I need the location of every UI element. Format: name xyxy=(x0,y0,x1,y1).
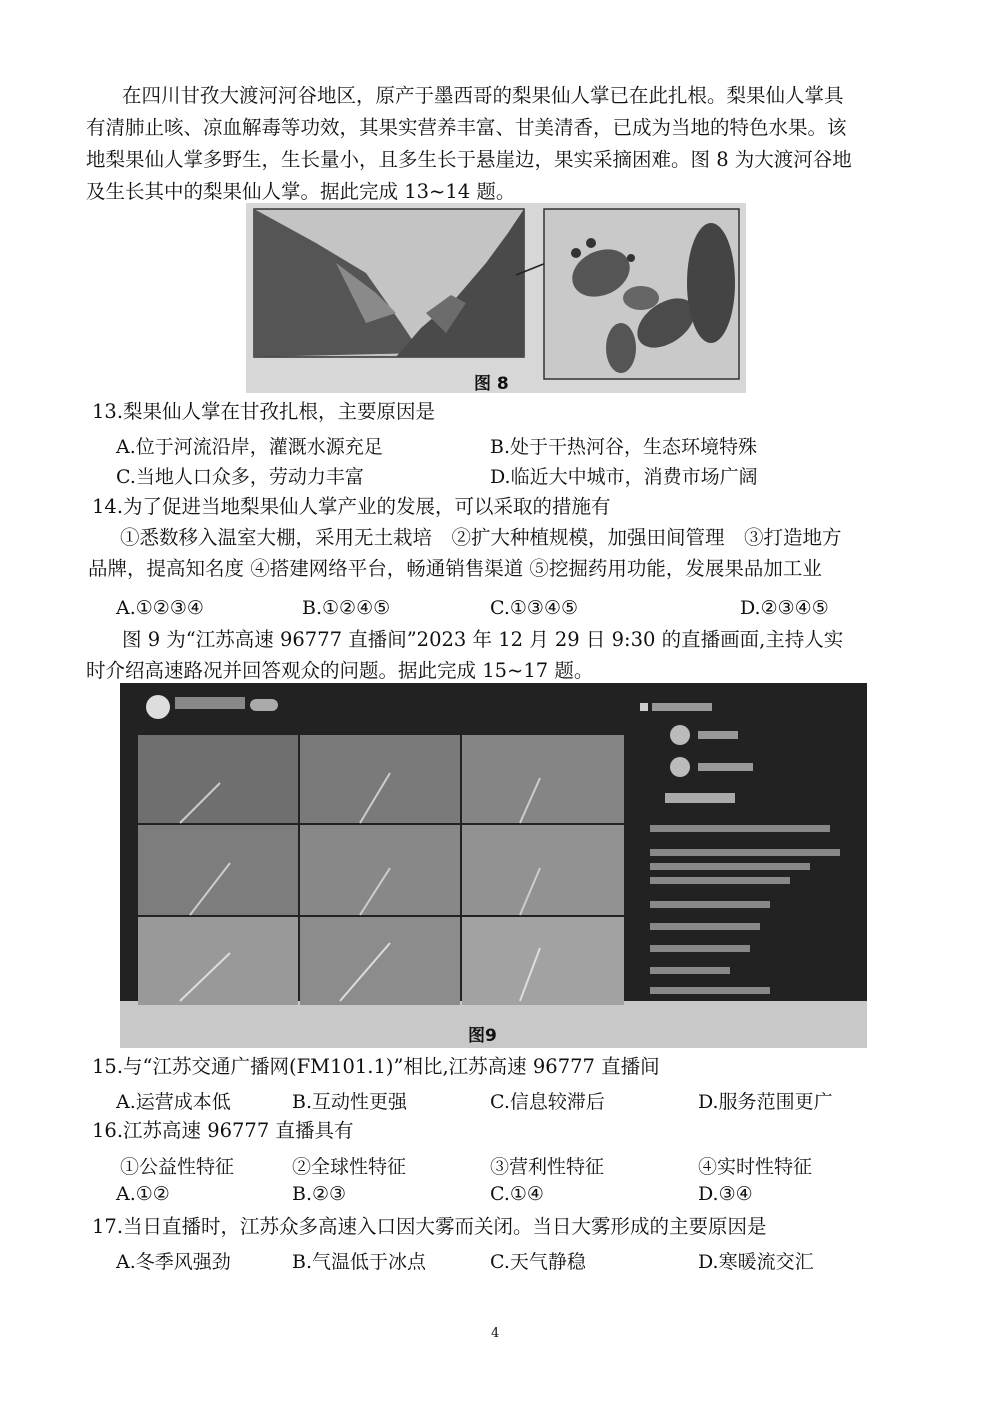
intro1-line2: 有清肺止咳、凉血解毒等功效，其果实营养丰富、甘美清香，已成为当地的特色水果。该 xyxy=(86,116,847,139)
q14-option-b: B.①②④⑤ xyxy=(302,597,391,619)
q16-option-a: A.①② xyxy=(116,1183,170,1205)
q13-option-b: B.处于干热河谷，生态环境特殊 xyxy=(490,436,758,458)
q16-stem: 16.江苏高速 96777 直播具有 xyxy=(92,1119,354,1142)
q14-option-d: D.②③④⑤ xyxy=(740,597,829,619)
q16-item-1: ①公益性特征 xyxy=(120,1156,235,1178)
q13-option-a: A.位于河流沿岸，灌溉水源充足 xyxy=(116,436,383,458)
q14-option-c: C.①③④⑤ xyxy=(490,597,579,619)
intro1-line4: 及生长其中的梨果仙人掌。据此完成 13~14 题。 xyxy=(86,180,516,203)
q17-option-d: D.寒暖流交汇 xyxy=(698,1251,814,1273)
figure-8-photos xyxy=(246,203,746,393)
figure-8 xyxy=(246,203,746,393)
figure-9-caption: 图9 xyxy=(468,1026,497,1046)
figure-8-caption: 图 8 xyxy=(474,374,509,394)
figure-9 xyxy=(120,683,867,1048)
q13-stem: 13.梨果仙人掌在甘孜扎根，主要原因是 xyxy=(92,400,436,423)
q15-option-d: D.服务范围更广 xyxy=(698,1091,833,1113)
q17-stem: 17.当日直播时，江苏众多高速入口因大雾而关闭。当日大雾形成的主要原因是 xyxy=(92,1215,767,1238)
q16-item-3: ③营利性特征 xyxy=(490,1156,605,1178)
q17-option-c: C.天气静稳 xyxy=(490,1251,586,1273)
intro2-line2: 时介绍高速路况并回答观众的问题。据此完成 15~17 题。 xyxy=(86,659,594,682)
q14-option-a: A.①②③④ xyxy=(116,597,204,619)
q13-option-d: D.临近大中城市，消费市场广阔 xyxy=(490,466,758,488)
q16-option-d: D.③④ xyxy=(698,1183,753,1205)
q14-stem: 14.为了促进当地梨果仙人掌产业的发展，可以采取的措施有 xyxy=(92,495,611,518)
q17-option-b: B.气温低于冰点 xyxy=(292,1251,427,1273)
q17-option-a: A.冬季风强劲 xyxy=(116,1251,231,1273)
q15-option-c: C.信息较滞后 xyxy=(490,1091,605,1113)
page-number: 4 xyxy=(491,1326,500,1341)
intro1-line1: 在四川甘孜大渡河河谷地区，原产于墨西哥的梨果仙人掌已在此扎根。梨果仙人掌具 xyxy=(122,84,844,107)
intro2-line1: 图 9 为“江苏高速 96777 直播间”2023 年 12 月 29 日 9:30 的直播画面,主持人实 xyxy=(122,628,844,651)
q16-option-b: B.②③ xyxy=(292,1183,347,1205)
q16-item-4: ④实时性特征 xyxy=(698,1156,813,1178)
q14-items-line2: 品牌，提高知名度 ④搭建网络平台，畅通销售渠道 ⑤挖掘药用功能，发展果品加工业 xyxy=(88,557,822,580)
q16-option-c: C.①④ xyxy=(490,1183,544,1205)
q16-item-2: ②全球性特征 xyxy=(292,1156,407,1178)
q14-items-line1: ①悉数移入温室大棚，采用无土栽培 ②扩大种植规模，加强田间管理 ③打造地方 xyxy=(120,526,842,549)
intro1-line3: 地梨果仙人掌多野生，生长量小，且多生长于悬崖边，果实采摘困难。图 8 为大渡河谷地 xyxy=(86,148,852,171)
q15-stem: 15.与“江苏交通广播网(FM101.1)”相比,江苏高速 96777 直播间 xyxy=(92,1055,660,1078)
q15-option-a: A.运营成本低 xyxy=(116,1091,231,1113)
q13-option-c: C.当地人口众多，劳动力丰富 xyxy=(116,466,364,488)
q15-option-b: B.互动性更强 xyxy=(292,1091,408,1113)
figure-9-livestream-screenshot xyxy=(120,683,867,1048)
